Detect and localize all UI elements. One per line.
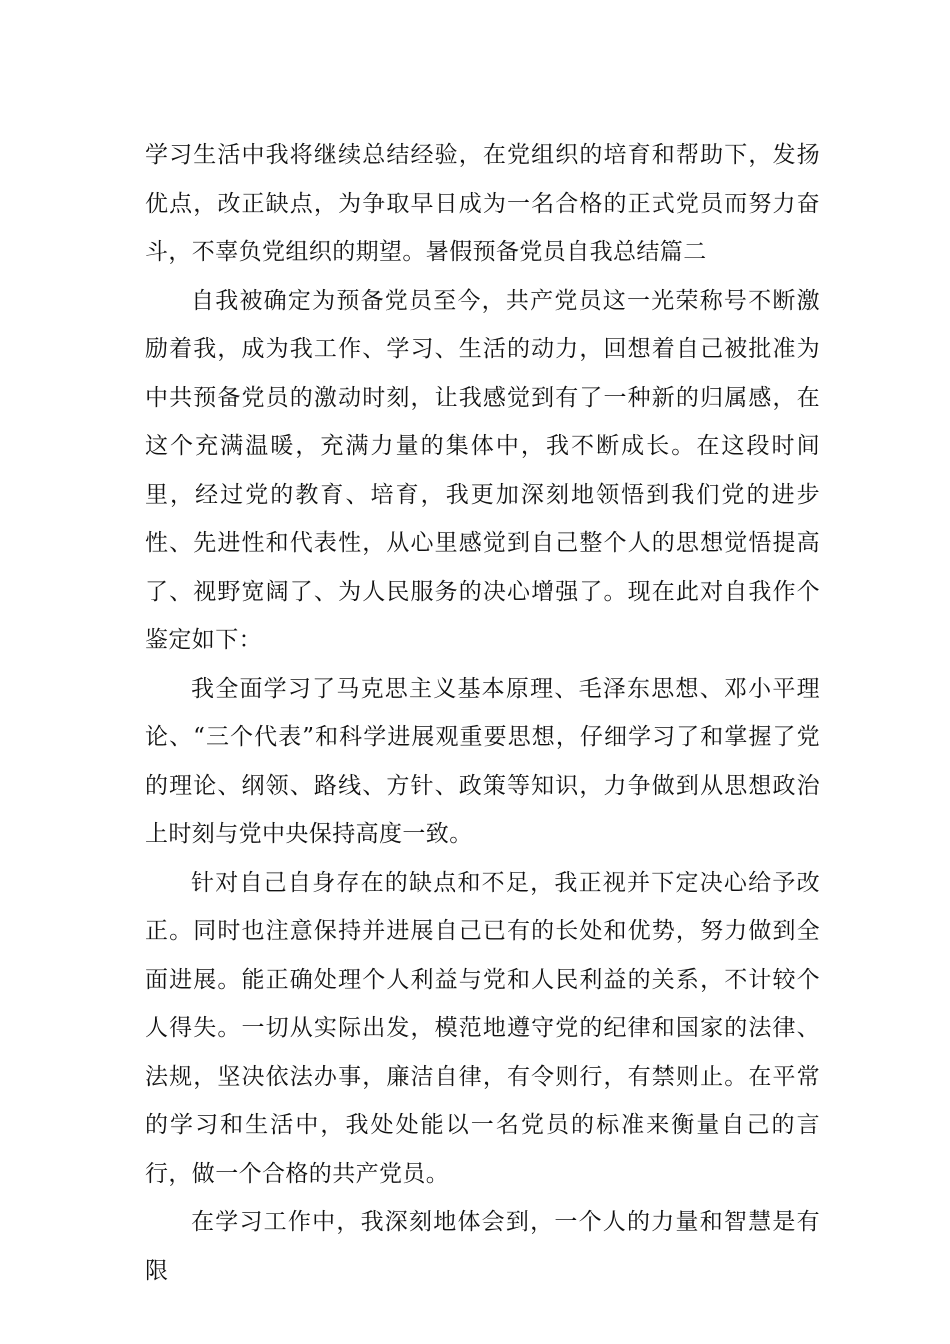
paragraph-self-improvement: 针对自己自身存在的缺点和不足，我正视并下定决心给予改正。同时也注意保持并进展自己已有的长处和优势，努力做到全面进展。能正确处理个人利益与党和人民利益的关系，不计较个人得失。一切从实际出发，模范地遵守党的纪律和国家的法律、法规，坚决依法办事，廉洁自律，有令则行，有禁则止。在平常的学习和生活中，我处处能以一名党员的标准来衡量自己的言行，做一个合格的共产党员。 [145, 869, 820, 1187]
paragraph-theory-study: 我全面学习了马克思主义基本原理、毛泽东思想、邓小平理论、“三个代表”和科学进展观重要思想，仔细学习了和掌握了党的理论、纲领、路线、方针、政策等知识，力争做到从思想政治上时刻与党中央保持高度一致。 [145, 675, 820, 847]
paragraph-work-experience: 在学习工作中，我深刻地体会到，一个人的力量和智慧是有限 [145, 1209, 820, 1284]
paragraph-intro: 自我被确定为预备党员至今，共产党员这一光荣称号不断激励着我，成为我工作、学习、生活的动力，回想着自己被批准为中共预备党员的激动时刻，让我感觉到有了一种新的归属感，在这个充满温暖，充满力量的集体中，我不断成长。在这段时间里，经过党的教育、培育，我更加深刻地领悟到我们党的进步性、先进性和代表性，从心里感觉到自己整个人的思想觉悟提高了、视野宽阔了、为人民服务的决心增强了。现在此对自我作个鉴定如下： [145, 287, 820, 653]
document-body [145, 131, 820, 1295]
paragraph-continuation: 学习生活中我将继续总结经验，在党组织的培育和帮助下，发扬优点，改正缺点，为争取早日成为一名合格的正式党员而努力奋斗，不辜负党组织的期望。暑假预备党员自我总结篇二 [145, 142, 820, 265]
